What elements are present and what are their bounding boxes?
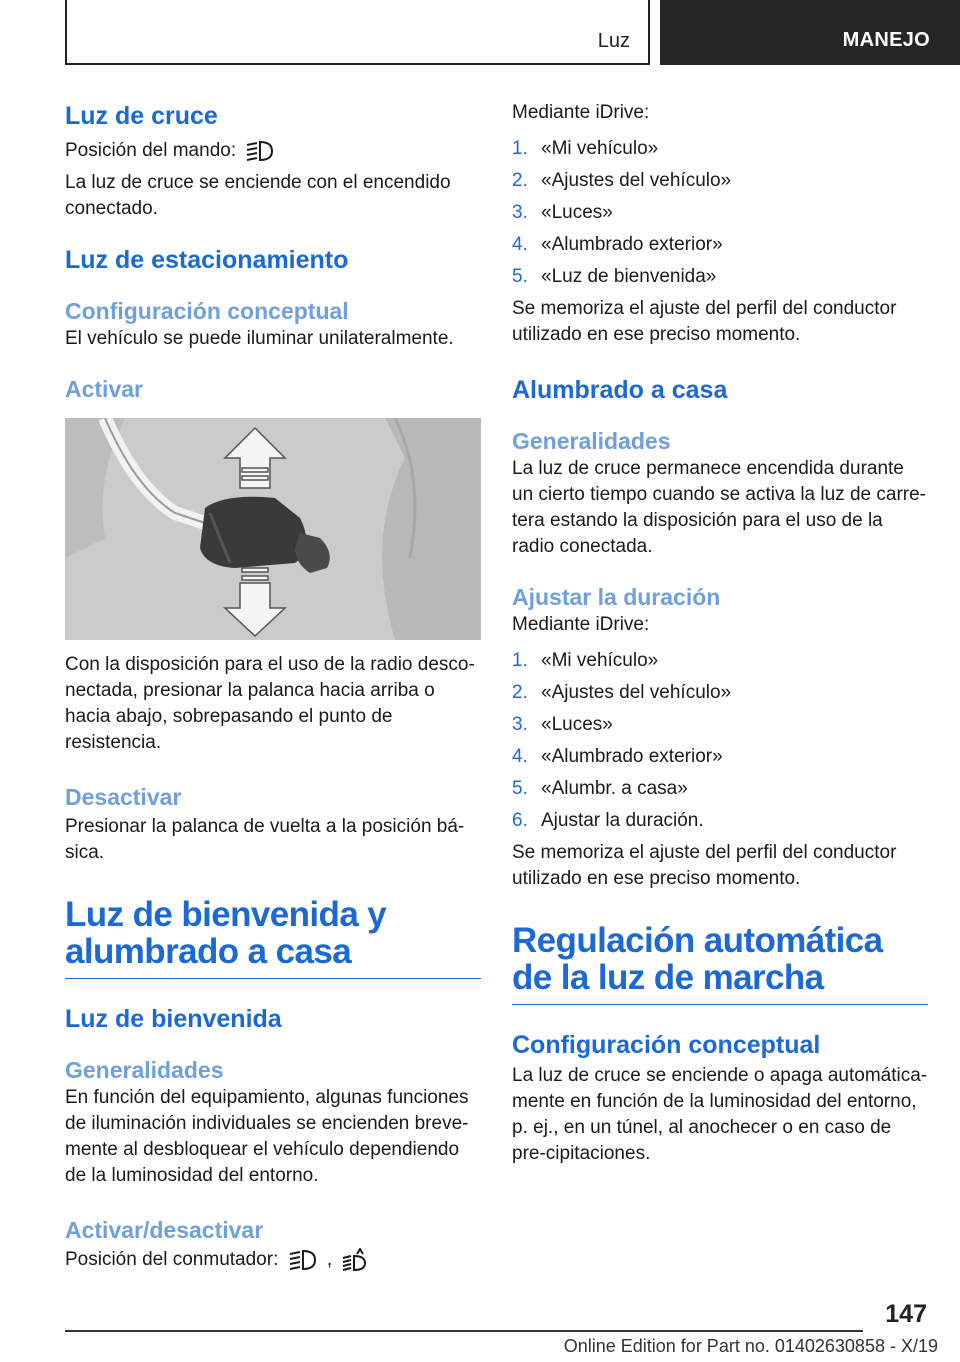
low-beam-text: La luz de cruce se enciende con el encendido conectado. — [65, 172, 451, 219]
low-beam-position: Posición del mando: — [65, 138, 481, 164]
home-general-heading: Generalidades — [512, 428, 671, 454]
welcome-light-heading: Luz de bienvenida — [65, 1005, 282, 1033]
list-item: 5. «Alumbr. a casa» — [512, 778, 688, 799]
parking-activate-heading: Activar — [65, 376, 143, 402]
list-item: 5. «Luz de bienvenida» — [512, 266, 717, 287]
icon-separator: , — [326, 1249, 333, 1270]
auto-concept-heading: Configuración conceptual — [512, 1031, 821, 1059]
welcome-toggle-heading: Activar/desactivar — [65, 1217, 264, 1243]
welcome-general-text: En función del equipamiento, algunas funciones de iluminación individuales se encienden breve-mente al desbloquear el vehículo dependiendo de la luminosidad del entorno. — [65, 1087, 469, 1186]
automatic-headlight-icon — [341, 1248, 369, 1272]
list-item: 2. «Ajustes del vehículo» — [512, 682, 732, 703]
list-item: 6. Ajustar la duración. — [512, 810, 704, 831]
welcome-steps-list — [512, 136, 928, 290]
home-general-text: La luz de cruce permanece encendida durante un cierto tiempo cuando se activa la luz de carre-tera estando la disposición para el uso de la radio conectada. — [512, 458, 926, 557]
list-item: 1. «Mi vehículo» — [512, 650, 659, 671]
list-item: 4. «Alumbrado exterior» — [512, 746, 723, 767]
header-chapter-tab — [660, 0, 960, 65]
home-profile-note: Se memoriza el ajuste del perfil del conductor utilizado en ese preciso momento. — [512, 842, 897, 889]
right-column — [512, 100, 928, 1167]
low-beam-heading: Luz de cruce — [65, 102, 218, 130]
parking-concept-text: El vehículo se puede iluminar unilateralmente. — [65, 328, 454, 349]
home-steps-list — [512, 648, 928, 834]
welcome-chapter-heading: Luz de bienvenida y alumbrado a casa — [65, 896, 481, 979]
home-idrive-intro: Mediante iDrive: — [512, 614, 650, 635]
auto-concept-text: La luz de cruce se enciende o apaga automática-mente en función de la luminosidad del entorno, p. ej., en un túnel, al anochecer o en caso de pre-cipitaciones. — [512, 1065, 928, 1164]
home-duration-heading: Ajustar la duración — [512, 584, 721, 610]
footer-divider — [65, 1330, 863, 1332]
auto-light-chapter-heading: Regulación automática de la luz de marcha — [512, 922, 928, 1005]
welcome-switch-position: Posición del conmutador: , — [65, 1247, 481, 1273]
list-item: 2. «Ajustes del vehículo» — [512, 170, 732, 191]
header-frame — [65, 0, 650, 65]
low-beam-icon — [288, 1249, 318, 1271]
parking-activate-text: Con la disposición para el uso de la radio desco-nectada, presionar la palanca hacia arriba o hacia abajo, sobrepasando el punto de resistencia. — [65, 654, 475, 753]
welcome-general-heading: Generalidades — [65, 1057, 224, 1083]
low-beam-icon — [245, 140, 275, 162]
turn-signal-lever-illustration — [65, 418, 481, 640]
header-section-title: Luz — [597, 30, 630, 52]
list-item: 3. «Luces» — [512, 714, 613, 735]
parking-deactivate-text: Presionar la palanca de vuelta a la posición bá-sica. — [65, 816, 465, 863]
list-item: 3. «Luces» — [512, 202, 613, 223]
welcome-idrive-intro: Mediante iDrive: — [512, 102, 650, 123]
header-chapter-label: MANEJO — [842, 29, 930, 51]
home-light-heading: Alumbrado a casa — [512, 376, 728, 404]
parking-deactivate-heading: Desactivar — [65, 784, 182, 810]
parking-concept-heading: Configuración conceptual — [65, 298, 349, 324]
list-item: 1. «Mi vehículo» — [512, 138, 659, 159]
page-number: 147 — [885, 1300, 927, 1328]
footer-edition: Online Edition for Part no. 01402630858 - X/19 — [563, 1336, 938, 1356]
parking-light-heading: Luz de estacionamiento — [65, 246, 349, 274]
welcome-profile-note: Se memoriza el ajuste del perfil del conductor utilizado en ese preciso momento. — [512, 298, 897, 345]
left-column — [65, 100, 481, 1273]
list-item: 4. «Alumbrado exterior» — [512, 234, 723, 255]
